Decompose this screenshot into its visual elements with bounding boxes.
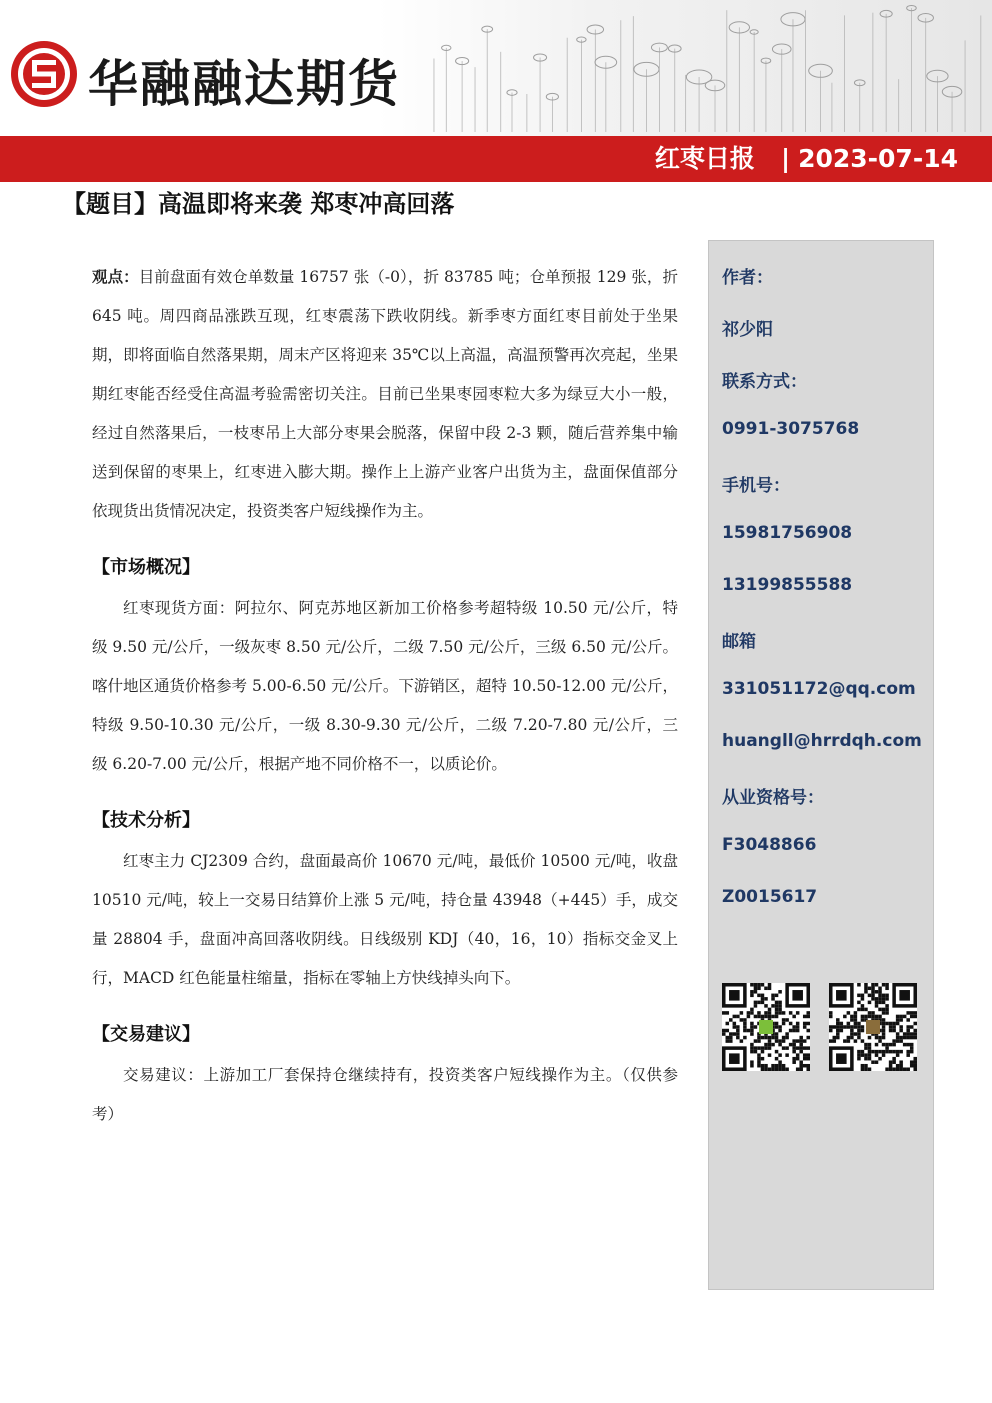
contact-label: 联系方式： bbox=[722, 372, 807, 392]
company-name: 华融融达期货 bbox=[88, 55, 400, 113]
author-name: 祁少阳 bbox=[722, 320, 773, 340]
license-number-2: Z0015617 bbox=[722, 887, 818, 907]
author-sidebar bbox=[708, 240, 934, 1290]
report-tag bbox=[655, 136, 958, 182]
section-text-advice: 交易建议：上游加工厂套保持仓继续持有，投资类客户短线操作为主。（仅供参考） bbox=[92, 1066, 678, 1123]
contact-phone: 0991-3075768 bbox=[722, 419, 860, 439]
section-heading-market: 【市场概况】 bbox=[92, 557, 200, 578]
section-text-technical: 红枣主力 CJ2309 合约，盘面最高价 10670 元/吨，最低价 10500 元/吨，收盘 10510 元/吨，较上一交易日结算价上涨 5 元/吨，持仓量 43948（+445）手，成交量 28804 手，盘面冲高回落收阴线。日线级别 KDJ（40，16，10）指标交金叉上行，MACD 红色能量柱缩量，指标在零轴上方快线掉头向下。 bbox=[92, 852, 678, 987]
viewpoint-paragraph bbox=[92, 258, 678, 531]
license-number-1: F3048866 bbox=[722, 835, 817, 855]
email-1[interactable]: 331051172@qq.com bbox=[722, 679, 916, 699]
mobile-number-1: 15981756908 bbox=[722, 523, 853, 543]
page-title: 【题目】高温即将来袭 郑枣冲高回落 bbox=[62, 190, 455, 218]
mobile-label: 手机号： bbox=[722, 476, 790, 496]
mobile-number-2: 13199855588 bbox=[722, 575, 853, 595]
report-body bbox=[92, 258, 678, 1134]
qr-code-icon[interactable] bbox=[722, 983, 810, 1071]
email-2[interactable]: huangll@hrrdqh.com bbox=[722, 731, 922, 751]
header-decoration-icon bbox=[420, 0, 992, 136]
report-separator: | bbox=[780, 144, 791, 173]
section-text-market: 红枣现货方面：阿拉尔、阿克苏地区新加工价格参考超特级 10.50 元/公斤，特级 9.50 元/公斤，一级灰枣 8.50 元/公斤，二级 7.50 元/公斤，三级 6.50 元/公斤。喀什地区通货价格参考 5.00-6.50 元/公斤。下游销区，超特 10.50-12.00 元/公斤，特级 9.50-10.30 元/公斤，一级 8.30-9.30 元/公斤，二级 7.20-7.80 元/公斤，三级 6.20-7.00 元/公斤，根据产地不同价格不一，以质论价。 bbox=[92, 599, 678, 773]
report-date: 2023-07-14 bbox=[798, 144, 958, 173]
report-type: 红枣日报 bbox=[654, 144, 755, 173]
section-heading-technical: 【技术分析】 bbox=[92, 810, 200, 831]
email-label: 邮箱 bbox=[722, 632, 756, 652]
license-label: 从业资格号： bbox=[722, 788, 824, 808]
section-heading-advice: 【交易建议】 bbox=[92, 1024, 200, 1045]
viewpoint-label: 观点： bbox=[92, 268, 139, 286]
company-logo-icon bbox=[8, 38, 80, 110]
author-label: 作者： bbox=[722, 268, 773, 288]
qr-code-icon[interactable] bbox=[829, 983, 917, 1071]
viewpoint-text: 目前盘面有效仓单数量 16757 张（-0），折 83785 吨；仓单预报 129 张，折 645 吨。周四商品涨跌互现，红枣震荡下跌收阴线。新季枣方面红枣目前处于坐果期，即将面临自然落果期，周末产区将迎来 35℃以上高温，高温预警再次亮起，坐果期红枣能否经受住高温考验需密切关注。目前已坐果枣园枣粒大多为绿豆大小一般，经过自然落果后，一枝枣吊上大部分枣果会脱落，保留中段 2-3 颗，随后营养集中输送到保留的枣果上，红枣进入膨大期。操作上上游产业客户出货为主，盘面保值部分依现货出货情况决定，投资类客户短线操作为主。 bbox=[92, 268, 678, 520]
